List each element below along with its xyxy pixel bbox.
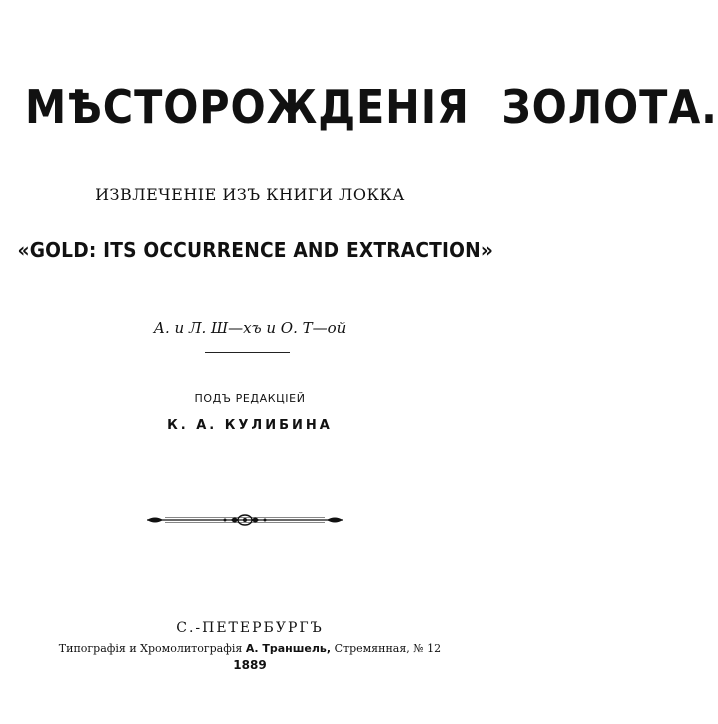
- year: 1889: [233, 658, 267, 672]
- printer-address: Стремянная, № 12: [331, 642, 442, 655]
- book-title: МѢСТОРОЖДЕНІЯ ЗОЛОТА.: [25, 80, 718, 134]
- city: С.-ПЕТЕРБУРГЪ: [176, 620, 324, 636]
- editor-label: ПОДЪ РЕДАКЦІЕЙ: [194, 392, 306, 405]
- editor-name: К. А. КУЛИБИНА: [167, 418, 333, 433]
- english-title: «GOLD: ITS OCCURRENCE AND EXTRACTION»: [17, 238, 494, 262]
- printer-prefix: Типографія и Хромолитографія: [58, 642, 246, 655]
- printer-name: А. Траншель,: [245, 642, 332, 655]
- printer-line: [0, 642, 500, 655]
- divider-rule: [205, 352, 290, 353]
- subtitle: ИЗВЛЕЧЕНІЕ ИЗЪ КНИГИ ЛОККА: [95, 185, 405, 204]
- translators: А. и Л. Ш—хъ и О. Т—ой: [153, 319, 347, 337]
- ornament-divider: [145, 512, 345, 528]
